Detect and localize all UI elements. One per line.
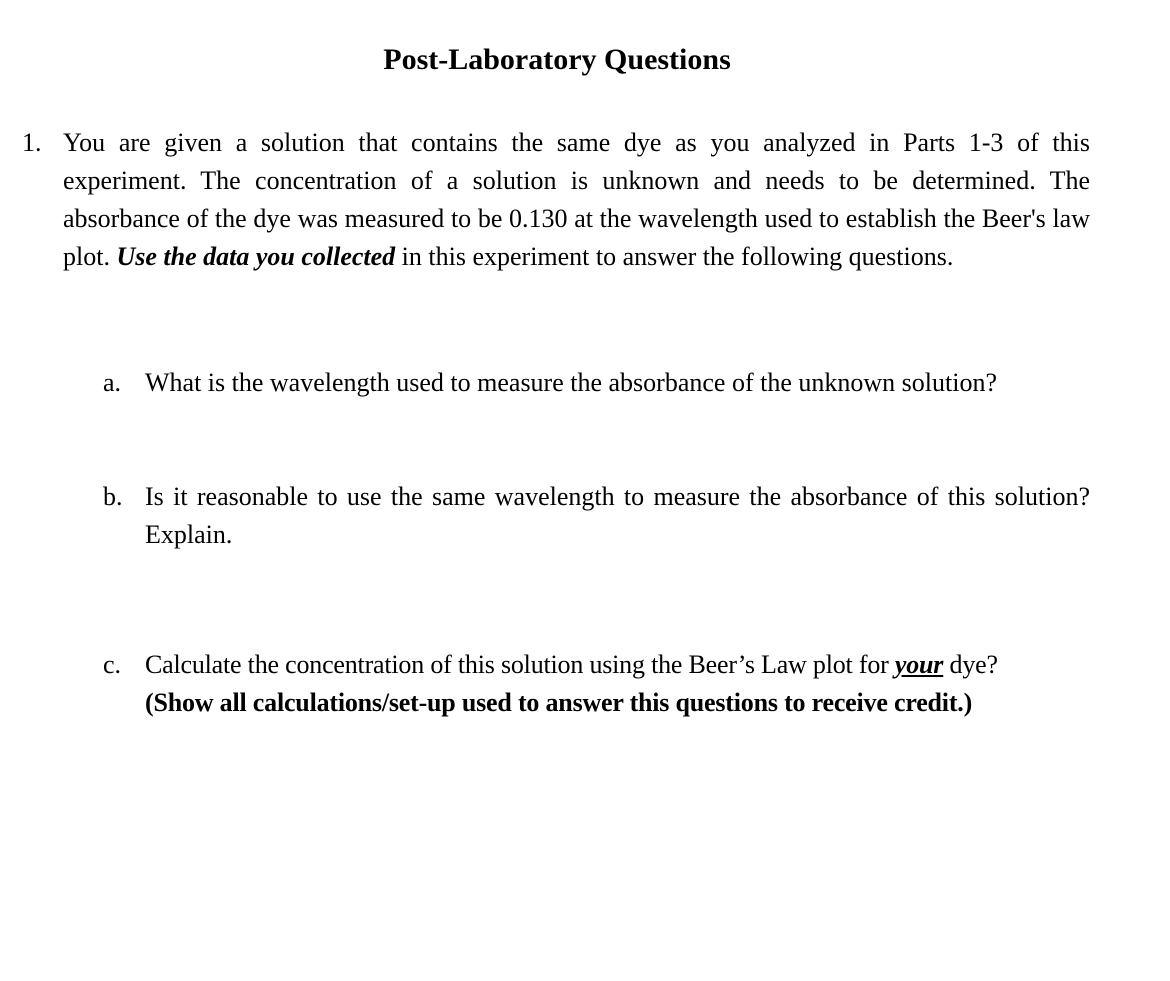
part-c-letter: c. [103,650,122,679]
question-number: 1. [22,128,42,157]
question-text-after: in this experiment to answer the following questions. [395,242,954,271]
part-c-instruction: (Show all calculations/set-up used to answer this questions to receive credit.) [145,688,973,717]
part-a-letter: a. [103,368,122,397]
page-title: Post-Laboratory Questions [383,43,731,76]
question-text-before: You are given a solution that contains the same dye as you analyzed in Parts 1-3 of this experiment. The concentration of a solution is unknown and needs to be determined. The absorbance of the dye was measured to be 0.130 at the wavelength used to establish the Beer's law plot. [63,128,1090,271]
part-c-text [145,646,1090,722]
question-text [63,124,1090,276]
part-c-text-before: Calculate the concentration of this solution using the Beer’s Law plot for [145,650,895,679]
part-b-text: Is it reasonable to use the same wavelength to measure the absorbance of this solution? Explain. [145,482,1090,549]
part-a-text: What is the wavelength used to measure the absorbance of the unknown solution? [145,368,997,397]
part-c-emphasis: your [894,650,944,679]
question-emphasis: Use the data you collected [116,242,396,271]
part-c-text-after: dye? [943,650,998,679]
part-b-letter: b. [103,482,123,511]
